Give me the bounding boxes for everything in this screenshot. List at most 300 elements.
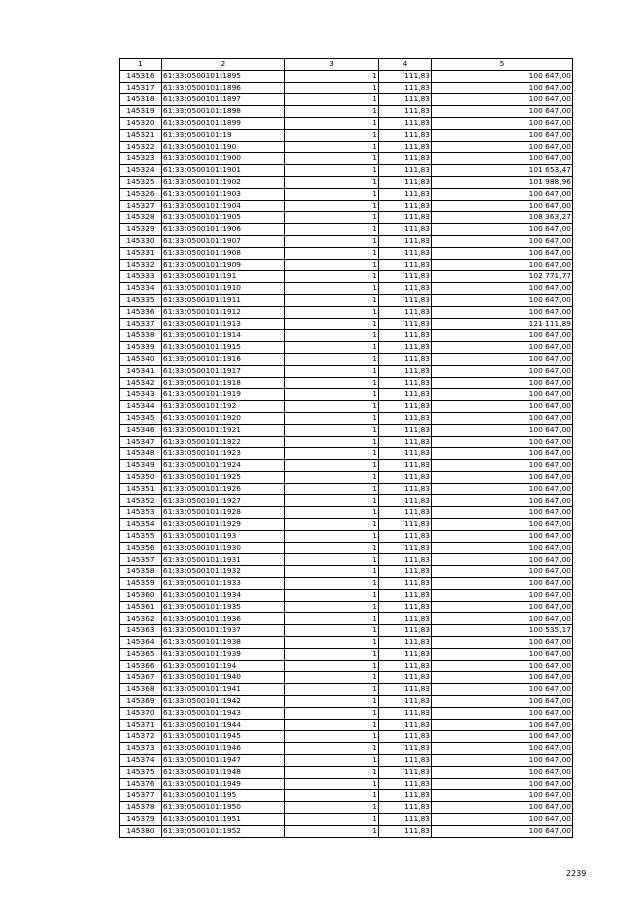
cell-cadastral-number: 61:33:0500101:1927 (162, 495, 285, 507)
table-row (120, 117, 573, 129)
cell-value: 100 647,00 (432, 141, 573, 153)
cell-area: 111,83 (379, 283, 432, 295)
cell-cadastral-number: 61:33:0500101:1943 (162, 707, 285, 719)
cell-area: 111,83 (379, 613, 432, 625)
cell-area: 111,83 (379, 271, 432, 283)
cell-count: 1 (285, 153, 379, 165)
cell-value: 100 647,00 (432, 731, 573, 743)
cell-area: 111,83 (379, 601, 432, 613)
cell-value: 100 647,00 (432, 294, 573, 306)
cell-area: 111,83 (379, 672, 432, 684)
table-row (120, 825, 573, 837)
cell-value: 100 647,00 (432, 743, 573, 755)
cell-row-number: 145353 (120, 507, 162, 519)
cell-cadastral-number: 61:33:0500101:1908 (162, 247, 285, 259)
cell-cadastral-number: 61:33:0500101:1920 (162, 412, 285, 424)
cell-row-number: 145368 (120, 684, 162, 696)
cell-count: 1 (285, 766, 379, 778)
cell-count: 1 (285, 554, 379, 566)
cell-area: 111,83 (379, 224, 432, 236)
table-row (120, 448, 573, 460)
table-row (120, 554, 573, 566)
cell-row-number: 145330 (120, 235, 162, 247)
cell-cadastral-number: 61:33:0500101:1934 (162, 589, 285, 601)
table-row (120, 247, 573, 259)
cell-count: 1 (285, 684, 379, 696)
table-row (120, 802, 573, 814)
cell-area: 111,83 (379, 306, 432, 318)
cell-cadastral-number: 61:33:0500101:1910 (162, 283, 285, 295)
cell-row-number: 145365 (120, 648, 162, 660)
table-row (120, 188, 573, 200)
cell-count: 1 (285, 460, 379, 472)
cell-value: 100 647,00 (432, 224, 573, 236)
table-row (120, 412, 573, 424)
cell-count: 1 (285, 601, 379, 613)
cell-cadastral-number: 61:33:0500101:1905 (162, 212, 285, 224)
column-header-2: 2 (162, 59, 285, 71)
cell-count: 1 (285, 200, 379, 212)
cell-value: 100 647,00 (432, 412, 573, 424)
cell-value: 100 647,00 (432, 188, 573, 200)
cell-row-number: 145372 (120, 731, 162, 743)
cell-row-number: 145356 (120, 542, 162, 554)
cell-count: 1 (285, 283, 379, 295)
cell-count: 1 (285, 318, 379, 330)
table-row (120, 342, 573, 354)
cell-area: 111,83 (379, 578, 432, 590)
cell-cadastral-number: 61:33:0500101:1922 (162, 436, 285, 448)
cell-value: 101 653,47 (432, 165, 573, 177)
cell-row-number: 145359 (120, 578, 162, 590)
cell-value: 100 647,00 (432, 637, 573, 649)
cell-area: 111,83 (379, 766, 432, 778)
cell-area: 111,83 (379, 401, 432, 413)
cell-cadastral-number: 61:33:0500101:1950 (162, 802, 285, 814)
document-table (119, 58, 573, 838)
cell-row-number: 145345 (120, 412, 162, 424)
cell-value: 100 647,00 (432, 330, 573, 342)
cell-area: 111,83 (379, 660, 432, 672)
cell-value: 100 647,00 (432, 460, 573, 472)
cell-row-number: 145344 (120, 401, 162, 413)
cell-count: 1 (285, 495, 379, 507)
page-number: 2239 (566, 869, 587, 878)
cell-value: 100 647,00 (432, 483, 573, 495)
cell-row-number: 145334 (120, 283, 162, 295)
cell-count: 1 (285, 353, 379, 365)
cell-row-number: 145322 (120, 141, 162, 153)
cell-row-number: 145327 (120, 200, 162, 212)
cell-value: 121 111,89 (432, 318, 573, 330)
table-row (120, 589, 573, 601)
cell-area: 111,83 (379, 542, 432, 554)
cell-cadastral-number: 61:33:0500101:1939 (162, 648, 285, 660)
cell-count: 1 (285, 578, 379, 590)
cell-row-number: 145316 (120, 70, 162, 82)
cell-area: 111,83 (379, 719, 432, 731)
column-header-1: 1 (120, 59, 162, 71)
cell-area: 111,83 (379, 165, 432, 177)
cell-value: 100 647,00 (432, 778, 573, 790)
cell-row-number: 145338 (120, 330, 162, 342)
table-row (120, 82, 573, 94)
table-row (120, 106, 573, 118)
cell-cadastral-number: 61:33:0500101:1913 (162, 318, 285, 330)
cell-value: 100 647,00 (432, 766, 573, 778)
cell-count: 1 (285, 330, 379, 342)
cell-row-number: 145378 (120, 802, 162, 814)
cell-cadastral-number: 61:33:0500101:1915 (162, 342, 285, 354)
cell-count: 1 (285, 259, 379, 271)
cell-row-number: 145336 (120, 306, 162, 318)
table-row (120, 778, 573, 790)
column-header-3: 3 (285, 59, 379, 71)
cell-count: 1 (285, 389, 379, 401)
cell-area: 111,83 (379, 200, 432, 212)
cell-row-number: 145323 (120, 153, 162, 165)
cell-area: 111,83 (379, 141, 432, 153)
cell-cadastral-number: 61:33:0500101:1930 (162, 542, 285, 554)
cell-cadastral-number: 61:33:0500101:1899 (162, 117, 285, 129)
cell-row-number: 145379 (120, 814, 162, 826)
cell-count: 1 (285, 507, 379, 519)
cell-cadastral-number: 61:33:0500101:192 (162, 401, 285, 413)
cell-value: 100 647,00 (432, 448, 573, 460)
cell-cadastral-number: 61:33:0500101:1929 (162, 519, 285, 531)
cell-cadastral-number: 61:33:0500101:19 (162, 129, 285, 141)
cell-cadastral-number: 61:33:0500101:194 (162, 660, 285, 672)
cell-cadastral-number: 61:33:0500101:1945 (162, 731, 285, 743)
cell-value: 100 647,00 (432, 471, 573, 483)
cell-count: 1 (285, 377, 379, 389)
cell-area: 111,83 (379, 566, 432, 578)
cell-count: 1 (285, 70, 379, 82)
cell-row-number: 145321 (120, 129, 162, 141)
cell-area: 111,83 (379, 176, 432, 188)
cell-value: 100 647,00 (432, 519, 573, 531)
cell-cadastral-number: 61:33:0500101:1919 (162, 389, 285, 401)
cell-value: 100 647,00 (432, 589, 573, 601)
cell-row-number: 145361 (120, 601, 162, 613)
table-row (120, 271, 573, 283)
cell-value: 100 647,00 (432, 719, 573, 731)
cell-row-number: 145348 (120, 448, 162, 460)
cell-cadastral-number: 61:33:0500101:1942 (162, 696, 285, 708)
table-row (120, 707, 573, 719)
cell-area: 111,83 (379, 294, 432, 306)
cell-value: 100 647,00 (432, 235, 573, 247)
table-row (120, 318, 573, 330)
cell-count: 1 (285, 436, 379, 448)
table-row (120, 495, 573, 507)
cell-cadastral-number: 61:33:0500101:1912 (162, 306, 285, 318)
cell-value: 100 647,00 (432, 660, 573, 672)
table-row (120, 471, 573, 483)
cell-value: 100 647,00 (432, 129, 573, 141)
cell-area: 111,83 (379, 755, 432, 767)
table-row (120, 578, 573, 590)
cell-count: 1 (285, 790, 379, 802)
cell-area: 111,83 (379, 353, 432, 365)
table-row (120, 424, 573, 436)
cell-area: 111,83 (379, 424, 432, 436)
cell-area: 111,83 (379, 460, 432, 472)
cell-count: 1 (285, 519, 379, 531)
cell-value: 100 647,00 (432, 82, 573, 94)
cell-cadastral-number: 61:33:0500101:1933 (162, 578, 285, 590)
cell-area: 111,83 (379, 790, 432, 802)
cell-area: 111,83 (379, 188, 432, 200)
cell-cadastral-number: 61:33:0500101:1923 (162, 448, 285, 460)
cell-area: 111,83 (379, 814, 432, 826)
cell-count: 1 (285, 129, 379, 141)
cell-area: 111,83 (379, 731, 432, 743)
cell-cadastral-number: 61:33:0500101:1931 (162, 554, 285, 566)
cell-area: 111,83 (379, 471, 432, 483)
cell-count: 1 (285, 235, 379, 247)
cell-count: 1 (285, 566, 379, 578)
table-row (120, 377, 573, 389)
cell-cadastral-number: 61:33:0500101:1921 (162, 424, 285, 436)
cell-count: 1 (285, 625, 379, 637)
cell-count: 1 (285, 82, 379, 94)
cell-row-number: 145317 (120, 82, 162, 94)
cell-value: 100 647,00 (432, 802, 573, 814)
cell-area: 111,83 (379, 129, 432, 141)
cell-row-number: 145373 (120, 743, 162, 755)
cell-value: 100 647,00 (432, 566, 573, 578)
cell-area: 111,83 (379, 153, 432, 165)
cell-row-number: 145358 (120, 566, 162, 578)
cell-value: 100 647,00 (432, 613, 573, 625)
cell-value: 100 647,00 (432, 306, 573, 318)
cell-row-number: 145325 (120, 176, 162, 188)
cell-area: 111,83 (379, 106, 432, 118)
cell-cadastral-number: 61:33:0500101:1941 (162, 684, 285, 696)
cell-count: 1 (285, 401, 379, 413)
cell-row-number: 145357 (120, 554, 162, 566)
cell-count: 1 (285, 212, 379, 224)
cell-cadastral-number: 61:33:0500101:1935 (162, 601, 285, 613)
cell-count: 1 (285, 589, 379, 601)
cell-value: 100 647,00 (432, 70, 573, 82)
cell-row-number: 145376 (120, 778, 162, 790)
cell-cadastral-number: 61:33:0500101:1944 (162, 719, 285, 731)
cell-area: 111,83 (379, 589, 432, 601)
cell-row-number: 145375 (120, 766, 162, 778)
cell-value: 100 647,00 (432, 684, 573, 696)
cell-area: 111,83 (379, 625, 432, 637)
cell-row-number: 145362 (120, 613, 162, 625)
cell-cadastral-number: 61:33:0500101:190 (162, 141, 285, 153)
table-row (120, 200, 573, 212)
cell-value: 100 647,00 (432, 106, 573, 118)
cell-cadastral-number: 61:33:0500101:1925 (162, 471, 285, 483)
cell-area: 111,83 (379, 707, 432, 719)
cell-value: 100 647,00 (432, 353, 573, 365)
cell-cadastral-number: 61:33:0500101:1947 (162, 755, 285, 767)
cell-value: 100 647,00 (432, 153, 573, 165)
cell-count: 1 (285, 247, 379, 259)
table-row (120, 542, 573, 554)
cell-cadastral-number: 61:33:0500101:1936 (162, 613, 285, 625)
cell-cadastral-number: 61:33:0500101:1896 (162, 82, 285, 94)
cell-cadastral-number: 61:33:0500101:1926 (162, 483, 285, 495)
cell-cadastral-number: 61:33:0500101:1924 (162, 460, 285, 472)
cell-row-number: 145340 (120, 353, 162, 365)
cell-row-number: 145352 (120, 495, 162, 507)
cell-cadastral-number: 61:33:0500101:1906 (162, 224, 285, 236)
cell-count: 1 (285, 542, 379, 554)
cell-cadastral-number: 61:33:0500101:1907 (162, 235, 285, 247)
cell-value: 100 535,17 (432, 625, 573, 637)
table-row (120, 766, 573, 778)
cell-cadastral-number: 61:33:0500101:1903 (162, 188, 285, 200)
cell-count: 1 (285, 802, 379, 814)
cell-row-number: 145328 (120, 212, 162, 224)
cell-row-number: 145331 (120, 247, 162, 259)
cell-cadastral-number: 61:33:0500101:1951 (162, 814, 285, 826)
cell-row-number: 145346 (120, 424, 162, 436)
cell-value: 100 647,00 (432, 94, 573, 106)
cell-area: 111,83 (379, 365, 432, 377)
cell-cadastral-number: 61:33:0500101:1952 (162, 825, 285, 837)
cell-row-number: 145339 (120, 342, 162, 354)
table-header-row (120, 59, 573, 71)
cell-value: 100 647,00 (432, 117, 573, 129)
cell-area: 111,83 (379, 318, 432, 330)
cell-count: 1 (285, 141, 379, 153)
table-row (120, 353, 573, 365)
cell-area: 111,83 (379, 389, 432, 401)
cell-value: 100 647,00 (432, 601, 573, 613)
cell-cadastral-number: 61:33:0500101:1909 (162, 259, 285, 271)
cell-count: 1 (285, 306, 379, 318)
cell-value: 100 647,00 (432, 283, 573, 295)
cell-value: 100 647,00 (432, 259, 573, 271)
table-body (120, 70, 573, 837)
table-row (120, 566, 573, 578)
cell-count: 1 (285, 672, 379, 684)
cell-row-number: 145326 (120, 188, 162, 200)
cell-row-number: 145318 (120, 94, 162, 106)
cell-count: 1 (285, 106, 379, 118)
cell-row-number: 145363 (120, 625, 162, 637)
cell-count: 1 (285, 778, 379, 790)
cell-area: 111,83 (379, 94, 432, 106)
cell-value: 100 647,00 (432, 696, 573, 708)
cell-count: 1 (285, 117, 379, 129)
cell-row-number: 145367 (120, 672, 162, 684)
table-row (120, 719, 573, 731)
cell-cadastral-number: 61:33:0500101:1898 (162, 106, 285, 118)
cell-value: 100 647,00 (432, 436, 573, 448)
cell-cadastral-number: 61:33:0500101:1948 (162, 766, 285, 778)
cell-value: 100 647,00 (432, 707, 573, 719)
cell-area: 111,83 (379, 778, 432, 790)
cell-count: 1 (285, 613, 379, 625)
cell-area: 111,83 (379, 235, 432, 247)
table-row (120, 436, 573, 448)
table-row (120, 684, 573, 696)
cell-area: 111,83 (379, 483, 432, 495)
cell-count: 1 (285, 448, 379, 460)
table-row (120, 70, 573, 82)
cell-row-number: 145319 (120, 106, 162, 118)
cell-count: 1 (285, 188, 379, 200)
cell-area: 111,83 (379, 802, 432, 814)
cell-value: 108 363,27 (432, 212, 573, 224)
cell-cadastral-number: 61:33:0500101:1917 (162, 365, 285, 377)
cell-count: 1 (285, 814, 379, 826)
table-row (120, 507, 573, 519)
table-row (120, 601, 573, 613)
cell-count: 1 (285, 719, 379, 731)
cell-count: 1 (285, 731, 379, 743)
table-row (120, 94, 573, 106)
cell-row-number: 145347 (120, 436, 162, 448)
cell-row-number: 145351 (120, 483, 162, 495)
cell-count: 1 (285, 530, 379, 542)
cell-area: 111,83 (379, 825, 432, 837)
column-header-4: 4 (379, 59, 432, 71)
cell-area: 111,83 (379, 259, 432, 271)
cell-count: 1 (285, 424, 379, 436)
cell-cadastral-number: 61:33:0500101:1901 (162, 165, 285, 177)
cell-area: 111,83 (379, 743, 432, 755)
cell-row-number: 145335 (120, 294, 162, 306)
cell-row-number: 145343 (120, 389, 162, 401)
table-row (120, 743, 573, 755)
cell-area: 111,83 (379, 684, 432, 696)
cell-count: 1 (285, 743, 379, 755)
cell-row-number: 145370 (120, 707, 162, 719)
cell-area: 111,83 (379, 530, 432, 542)
cell-row-number: 145349 (120, 460, 162, 472)
table-row (120, 283, 573, 295)
cell-cadastral-number: 61:33:0500101:1928 (162, 507, 285, 519)
table-row (120, 153, 573, 165)
cell-area: 111,83 (379, 330, 432, 342)
table-row (120, 625, 573, 637)
cell-area: 111,83 (379, 82, 432, 94)
cell-row-number: 145360 (120, 589, 162, 601)
cell-cadastral-number: 61:33:0500101:1900 (162, 153, 285, 165)
cell-row-number: 145374 (120, 755, 162, 767)
cell-area: 111,83 (379, 554, 432, 566)
cell-row-number: 145364 (120, 637, 162, 649)
cell-area: 111,83 (379, 412, 432, 424)
table-row (120, 648, 573, 660)
cell-count: 1 (285, 755, 379, 767)
cell-row-number: 145369 (120, 696, 162, 708)
cell-count: 1 (285, 94, 379, 106)
cell-value: 100 647,00 (432, 424, 573, 436)
table-row (120, 294, 573, 306)
cell-count: 1 (285, 648, 379, 660)
cell-area: 111,83 (379, 342, 432, 354)
table-row (120, 165, 573, 177)
table-row (120, 129, 573, 141)
table-row (120, 330, 573, 342)
cell-value: 100 647,00 (432, 342, 573, 354)
cell-value: 100 647,00 (432, 401, 573, 413)
cell-value: 100 647,00 (432, 507, 573, 519)
cell-cadastral-number: 61:33:0500101:1946 (162, 743, 285, 755)
cell-row-number: 145333 (120, 271, 162, 283)
cell-cadastral-number: 61:33:0500101:1916 (162, 353, 285, 365)
